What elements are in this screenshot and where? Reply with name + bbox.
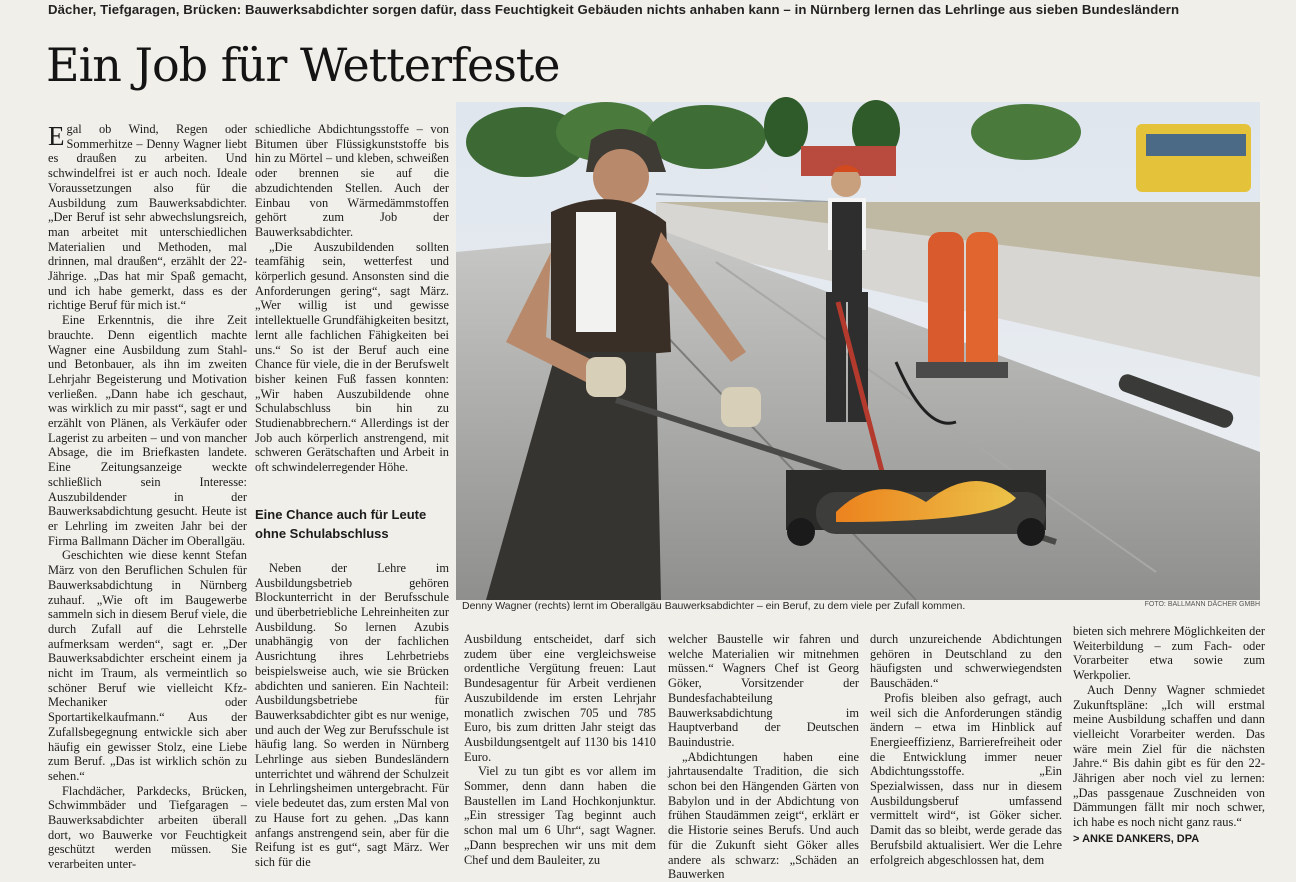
paragraph: Flachdächer, Parkdecks, Brücken, Schwimmbäder und Tiefgaragen – Bauwerksabdichter arbeiten überall dort, wo Bauwerke vor Feuchtigkeit geschützt werden müssen. Sie verarbeiten unter- [48, 783, 247, 872]
article-headline: Ein Job für Wetterfeste [46, 38, 560, 92]
photo-credit: FOTO: BALLMANN DÄCHER GMBH [1144, 601, 1260, 608]
paragraph: Viel zu tun gibt es vor allem im Sommer, denn dann haben die Baustellen im Land Hochkonjunktur. „Ein stressiger Tag beginnt auch schon mal um 6 Uhr“, sagt Wagner. „Dann besprechen wir uns mit dem Chef und dem Bauleiter, zu [464, 764, 656, 867]
paragraph: Neben der Lehre im Ausbildungsbetrieb gehören Blockunterricht in der Berufsschule und überbetriebliche Lehreinheiten zur Ausbildung. So lernen Azubis unabhängig von der fachlichen Ausrichtung ihres Lehrbetriebs beispielsweise auch, wie sie Brücken abdichten und sanieren. Ein Nachteil: Ausbildungsbetriebe für Bauwerksabdichter gibt es nur wenige, und auch der Weg zur Berufsschule ist häufig lang. So werden in Nürnberg Lehrlinge aus sieben Bundesländern unterrichtet und während der Schulzeit in Lehrlingsheimen untergebracht. Für viele bedeutet das, zum ersten Mal von zu Hause fort zu gehen. „Das kann anfangs anstrengend sein, aber für die Reifung ist es gut“, sagt März. Wer sich für die [255, 560, 449, 869]
author-byline: > ANKE DANKERS, DPA [1073, 832, 1200, 845]
photo-caption: Denny Wagner (rechts) lernt im Oberallgäu Bauwerksabdichter – ein Beruf, zu dem viele per Zufall kommen. [462, 600, 966, 612]
paragraph: Profis bleiben also gefragt, auch weil sich die Anforderungen ständig ändern – etwa im Hinblick auf Energieeffizienz, Barrierefreiheit oder die Entwicklung immer neuer Abdichtungsstoffe. „Ein Spezialwissen, dass nur in diesem Ausbildungsberuf umfassend vermittelt wird“, ist Göker sicher. Damit das so bleibt, werde gerade das Berufsbild aktualisiert. Wer die Lehre erfolgreich abgeschlossen hat, dem [870, 690, 1062, 867]
article-photo [456, 102, 1260, 600]
paragraph: Geschichten wie diese kennt Stefan März von den Beruflichen Schulen für Bauwerksabdichtung in Nürnberg zuhauf. „Wie oft im Baugewerbe sammeln sich in diesem Beruf viele, die durch Zufall auf die Lehrstelle aufmerksam werden“, sagt er. „Der Bauwerksabdichter erscheint einem ja nicht im Traum, als vermeintlich so schöner Beruf wie vielleicht Kfz-Mechaniker oder Sportartikelkaufmann.“ Aus der Zufallsbegegnung entwickle sich aber häufig ein gewisser Stolz, eine Liebe zum Beruf. „Das ist wirklich schön zu sehen.“ [48, 548, 247, 783]
drop-cap: E [48, 121, 65, 151]
section-subhead: Eine Chance auch für Leute ohne Schulabschluss [255, 506, 427, 541]
article-column-5 [870, 632, 1062, 867]
article-column-6 [1073, 624, 1265, 864]
article-column-4 [668, 632, 859, 882]
article-column-3 [464, 632, 656, 867]
article-column-2 [255, 122, 449, 869]
paragraph: bieten sich mehrere Möglichkeiten der Weiterbildung – zum Fach- oder Vorarbeiter etwa sowie zum Werkpolier. [1073, 624, 1265, 683]
paragraph: Auch Denny Wagner schmiedet Zukunftspläne: „Ich will erstmal meine Ausbildung schaffen und dann vielleicht Vorarbeiter werden. Das wäre mein Ziel für die nächsten Jahre.“ Bis dahin gibt es für den 22-Jährigen aber noch viel zu lernen: „Das passgenaue Zuschneiden von Dämmungen fällt mir noch schwer, ich habe es noch nicht ganz raus.“ [1073, 682, 1265, 830]
paragraph: Egal ob Wind, Regen oder Sommerhitze – Denny Wagner liebt es draußen zu arbeiten. Und schwindelfrei ist er auch noch. Ideale Voraussetzungen also für die Ausbildung zum Bauwerksabdichter. „Der Beruf ist sehr abwechslungsreich, man arbeitet mit unterschiedlichen Materialien und Methoden, mal drinnen, mal draußen“, erzählt der 22-Jährige. „Das hat mir Spaß gemacht, und ich habe gemerkt, dass es der richtige Beruf für mich ist.“ [48, 121, 247, 313]
article-kicker: Dächer, Tiefgaragen, Brücken: Bauwerksabdichter sorgen dafür, dass Feuchtigkeit Gebäuden nichts anhaben kann – in Nürnberg lernen das Lehrlinge aus sieben Bundesländern [48, 2, 1180, 17]
paragraph: Eine Erkenntnis, die ihre Zeit brauchte. Denn eigentlich machte Wagner eine Ausbildung zum Stahl- und Betonbauer, als ihn im zweiten Lehrjahr Begeisterung und Motivation verließen. „Dann habe ich geschaut, was wirklich zu mir passt“, sagt er und erzählt von Plänen, als Verkäufer oder Lagerist zu arbeiten – und von mancher Absage, die im Briefkasten landete. Eine Zeitungsanzeige weckte schließlich sein Interesse: Auszubildender in der Bauwerksabdichtung gesucht. Heute ist er Lehrling im zweiten Jahr bei der Firma Ballmann Dächer im Oberallgäu. [48, 313, 247, 548]
paragraph: schiedliche Abdichtungsstoffe – von Bitumen über Flüssigkunststoffe bis hin zu Mörtel – und kleben, schweißen oder brennen sie auf die abzudichtenden Stellen. Auch der Einbau von Wärmedämmstoffen gehört zum Job der Bauwerksabdichter. [255, 122, 449, 239]
paragraph: „Die Auszubildenden sollten teamfähig sein, wetterfest und körperlich gesund. Ansonsten sind die Anforderungen gering“, sagt März. „Wer willig ist und gewisse intellektuelle Grundfähigkeiten besitzt, lernt alle fachlichen Fähigkeiten bei uns.“ So ist der Beruf auch eine Chance für viele, die in der Berufswelt bisher keinen Fuß fassen konnten: „Wir haben Auszubildende ohne Schulabschluss bin hin zu Studienabbrechern.“ Allerdings ist der Job auch körperlich anstrengend, mit schweren Gerätschaften und Arbeit in oft schwindelerregender Höhe. [255, 239, 449, 475]
paragraph: „Abdichtungen haben eine jahrtausendalte Tradition, die sich schon bei den Hängenden Gärten von Babylon und in der Abdichtung von frühen Staudämmen zeigt“, erklärt er die Historie seines Berufs. Und auch für die Zukunft sieht Göker alles andere als schwarz: „Schäden an Bauwerken [668, 749, 859, 882]
roofer-photo-illustration [456, 102, 1260, 600]
paragraph: durch unzureichende Abdichtungen gehören in Deutschland zu den häufigsten und schwerwiegendsten Bauschäden.“ [870, 632, 1062, 691]
article-column-1 [48, 121, 247, 872]
paragraph: welcher Baustelle wir fahren und welche Materialien wir mitnehmen müssen.“ Wagners Chef ist Georg Göker, Vorsitzender der Bundesfachabteilung Bauwerksabdichtung im Hauptverband der Deutschen Bauindustrie. [668, 632, 859, 749]
paragraph: Ausbildung entscheidet, darf sich zudem über eine vergleichsweise ordentliche Vergütung freuen: Laut Bundesagentur für Arbeit verdienen Auszubildende im ersten Lehrjahr monatlich zwischen 705 und 785 Euro, bis zum dritten Jahr steigt das Ausbildungsentgelt auf 1130 bis 1410 Euro. [464, 632, 656, 764]
